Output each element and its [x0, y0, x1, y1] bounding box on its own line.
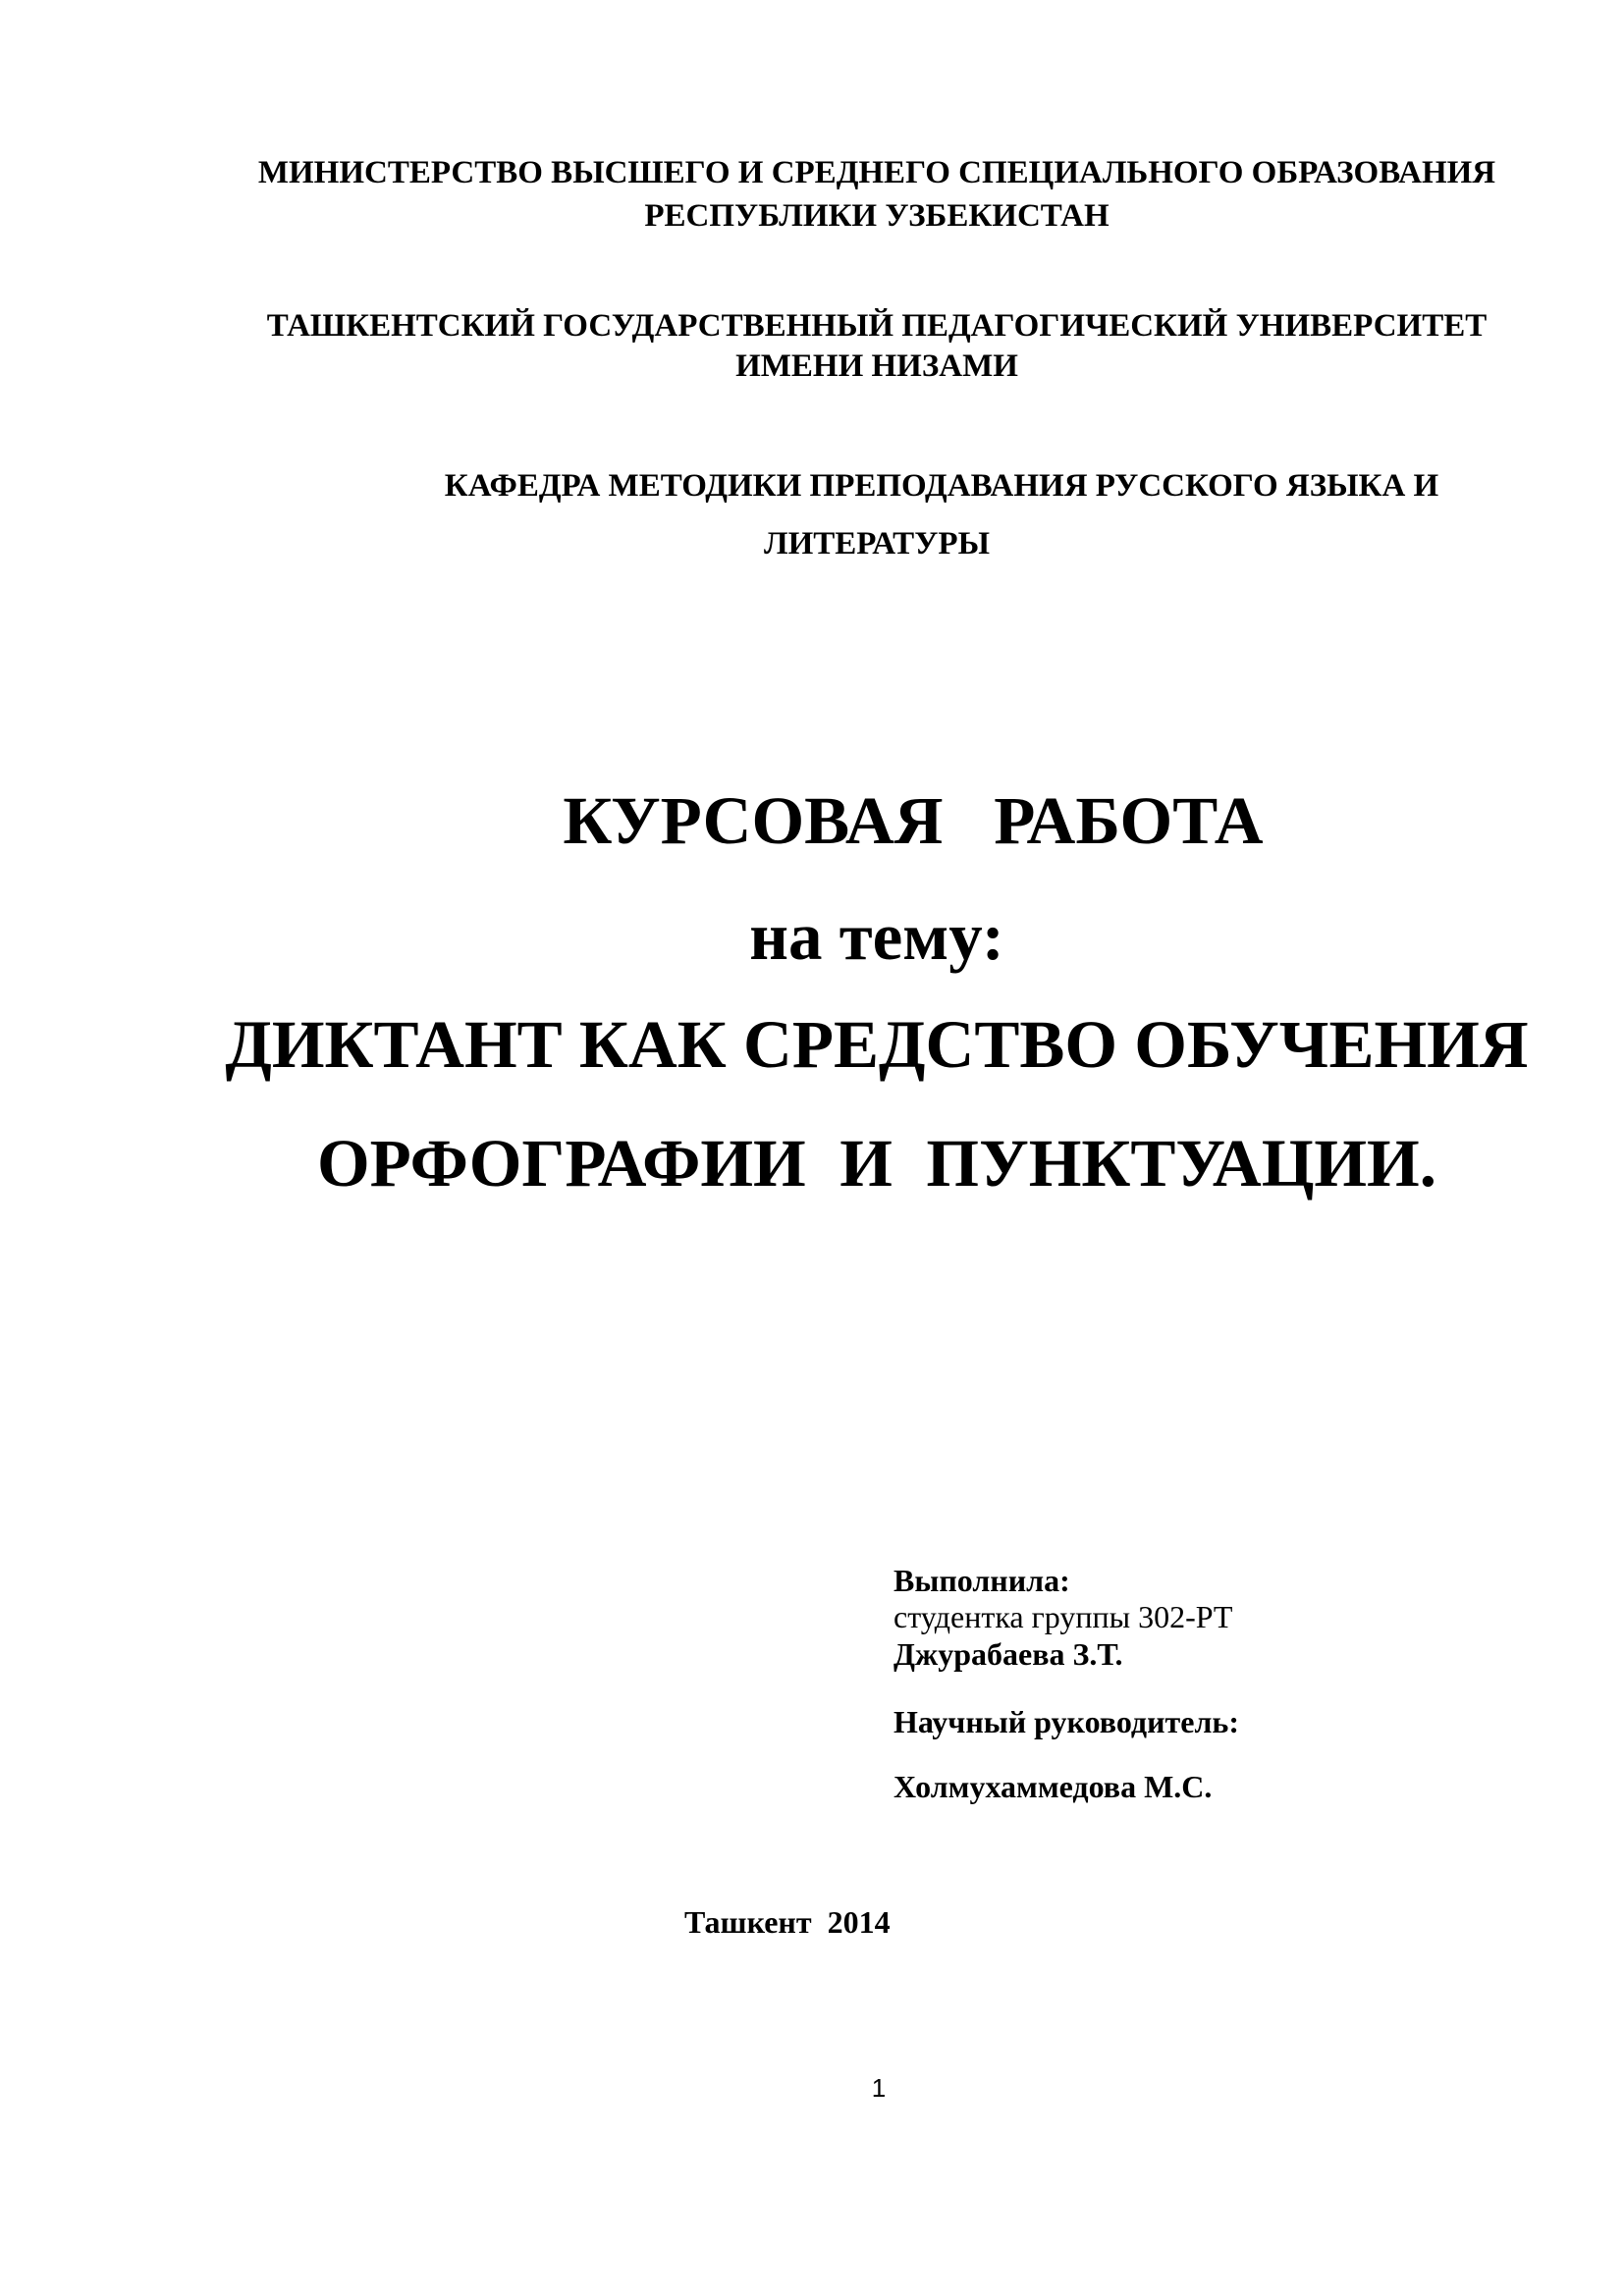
university-line-1: ТАШКЕНТСКИЙ ГОСУДАРСТВЕННЫЙ ПЕДАГОГИЧЕСКИЙ УНИВЕРСИТЕТ — [266, 308, 1488, 344]
department-line-2: ЛИТЕРАТУРЫ — [764, 526, 990, 561]
supervisor-name: Холмухаммедова М.С. — [893, 1769, 1213, 1804]
supervisor-label: Научный руководитель: — [893, 1704, 1239, 1739]
work-type-title: КУРСОВАЯ РАБОТА — [563, 783, 1264, 858]
university-line-2: ИМЕНИ НИЗАМИ — [735, 348, 1018, 384]
performed-label: Выполнила: — [893, 1563, 1070, 1598]
ministry-line-1: МИНИСТЕРСТВО ВЫСШЕГО И СРЕДНЕГО СПЕЦИАЛЬНОГО ОБРАЗОВАНИЯ — [257, 155, 1496, 190]
ministry-line-2: РЕСПУБЛИКИ УЗБЕКИСТАН — [644, 198, 1110, 234]
department-line-1: КАФЕДРА МЕТОДИКИ ПРЕПОДАВАНИЯ РУССКОГО ЯЗЫКА И — [444, 468, 1439, 504]
on-topic-label: на тему: — [749, 899, 1004, 974]
topic-line-2: ОРФОГРАФИИ И ПУНКТУАЦИИ. — [317, 1126, 1436, 1201]
student-name: Джурабаева З.Т. — [893, 1636, 1123, 1672]
page-number: 1 — [871, 2073, 887, 2103]
topic-line-1: ДИКТАНТ КАК СРЕДСТВО ОБУЧЕНИЯ — [225, 1007, 1529, 1082]
student-group: студентка группы 302-РТ — [893, 1599, 1233, 1634]
city-year: Ташкент 2014 — [684, 1904, 891, 1940]
